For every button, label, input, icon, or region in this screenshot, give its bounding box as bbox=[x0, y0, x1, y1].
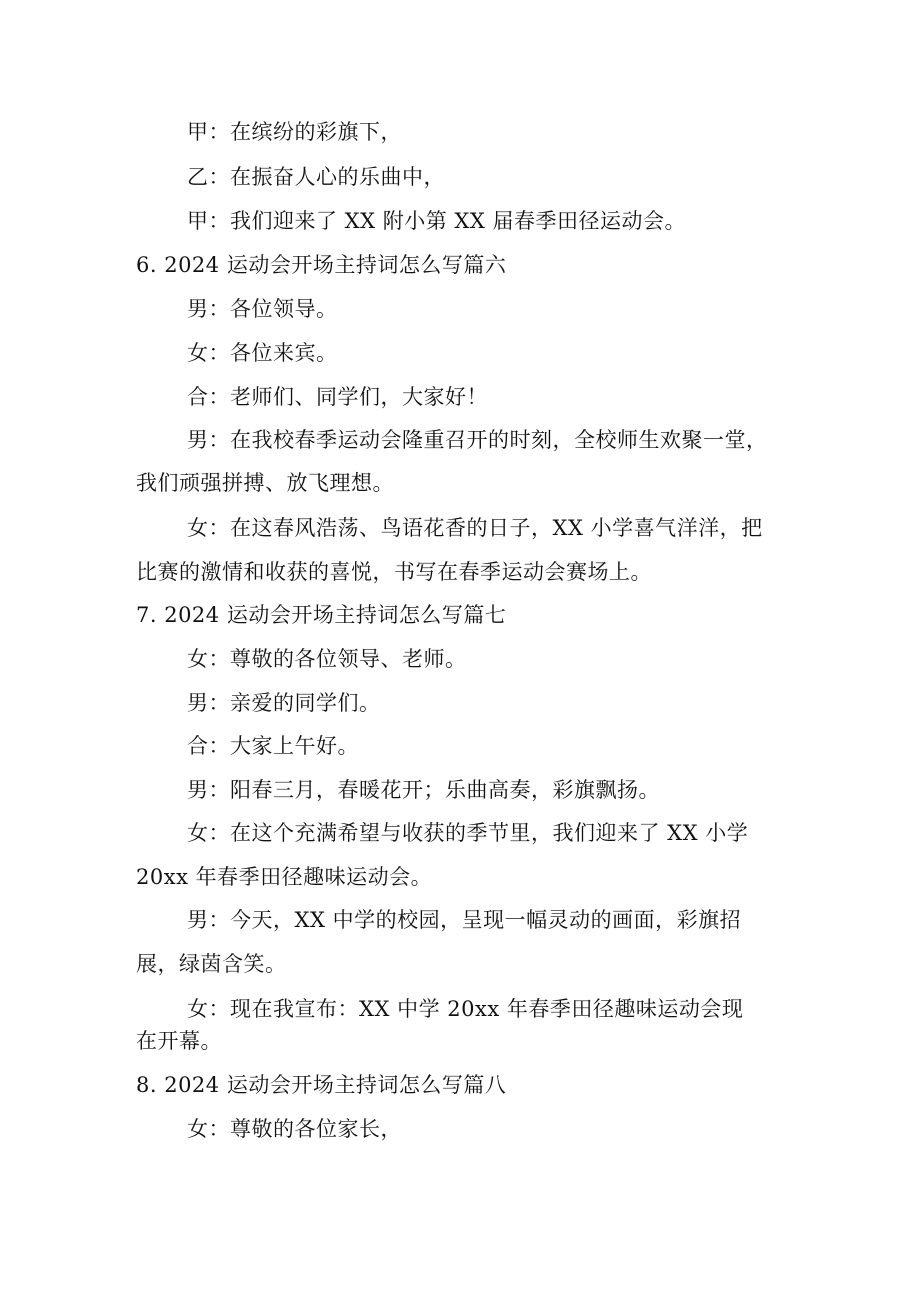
dialogue-line: 男：亲爱的同学们。 bbox=[187, 691, 381, 715]
dialogue-line: 合：大家上午好。 bbox=[187, 734, 359, 758]
dialogue-line: 女：现在我宣布：XX 中学 20xx 年春季田径趣味运动会现 bbox=[187, 997, 744, 1021]
dialogue-line: 合：老师们、同学们，大家好！ bbox=[187, 385, 488, 409]
dialogue-line: 男：今天，XX 中学的校园，呈现一幅灵动的画面，彩旗招 bbox=[187, 908, 742, 932]
section-heading: 7. 2024 运动会开场主持词怎么写篇七 bbox=[136, 603, 507, 627]
dialogue-line: 女：在这春风浩荡、鸟语花香的日子，XX 小学喜气洋洋，把 bbox=[187, 516, 763, 540]
dialogue-line: 女：尊敬的各位家长， bbox=[187, 1117, 402, 1141]
dialogue-line: 女：各位来宾。 bbox=[187, 341, 338, 365]
dialogue-line: 女：尊敬的各位领导、老师。 bbox=[187, 647, 467, 671]
dialogue-line: 女：在这个充满希望与收获的季节里，我们迎来了 XX 小学 bbox=[187, 821, 749, 845]
dialogue-continuation: 20xx 年春季田径趣味运动会。 bbox=[136, 865, 433, 889]
dialogue-continuation: 我们顽强拼搏、放飞理想。 bbox=[136, 471, 394, 495]
dialogue-line: 男：各位领导。 bbox=[187, 297, 338, 321]
dialogue-line: 甲：我们迎来了 XX 附小第 XX 届春季田径运动会。 bbox=[187, 209, 687, 233]
section-heading: 8. 2024 运动会开场主持词怎么写篇八 bbox=[136, 1073, 507, 1097]
dialogue-line: 男：阳春三月，春暖花开；乐曲高奏，彩旗飘扬。 bbox=[187, 778, 660, 802]
dialogue-line: 甲：在缤纷的彩旗下， bbox=[187, 120, 402, 144]
dialogue-continuation: 展，绿茵含笑。 bbox=[136, 952, 287, 976]
section-heading: 6. 2024 运动会开场主持词怎么写篇六 bbox=[136, 253, 507, 277]
dialogue-line: 男：在我校春季运动会隆重召开的时刻，全校师生欢聚一堂， bbox=[187, 428, 768, 452]
dialogue-continuation: 比赛的激情和收获的喜悦，书写在春季运动会赛场上。 bbox=[136, 560, 652, 584]
dialogue-continuation: 在开幕。 bbox=[136, 1029, 222, 1053]
dialogue-line: 乙：在振奋人心的乐曲中， bbox=[187, 165, 445, 189]
